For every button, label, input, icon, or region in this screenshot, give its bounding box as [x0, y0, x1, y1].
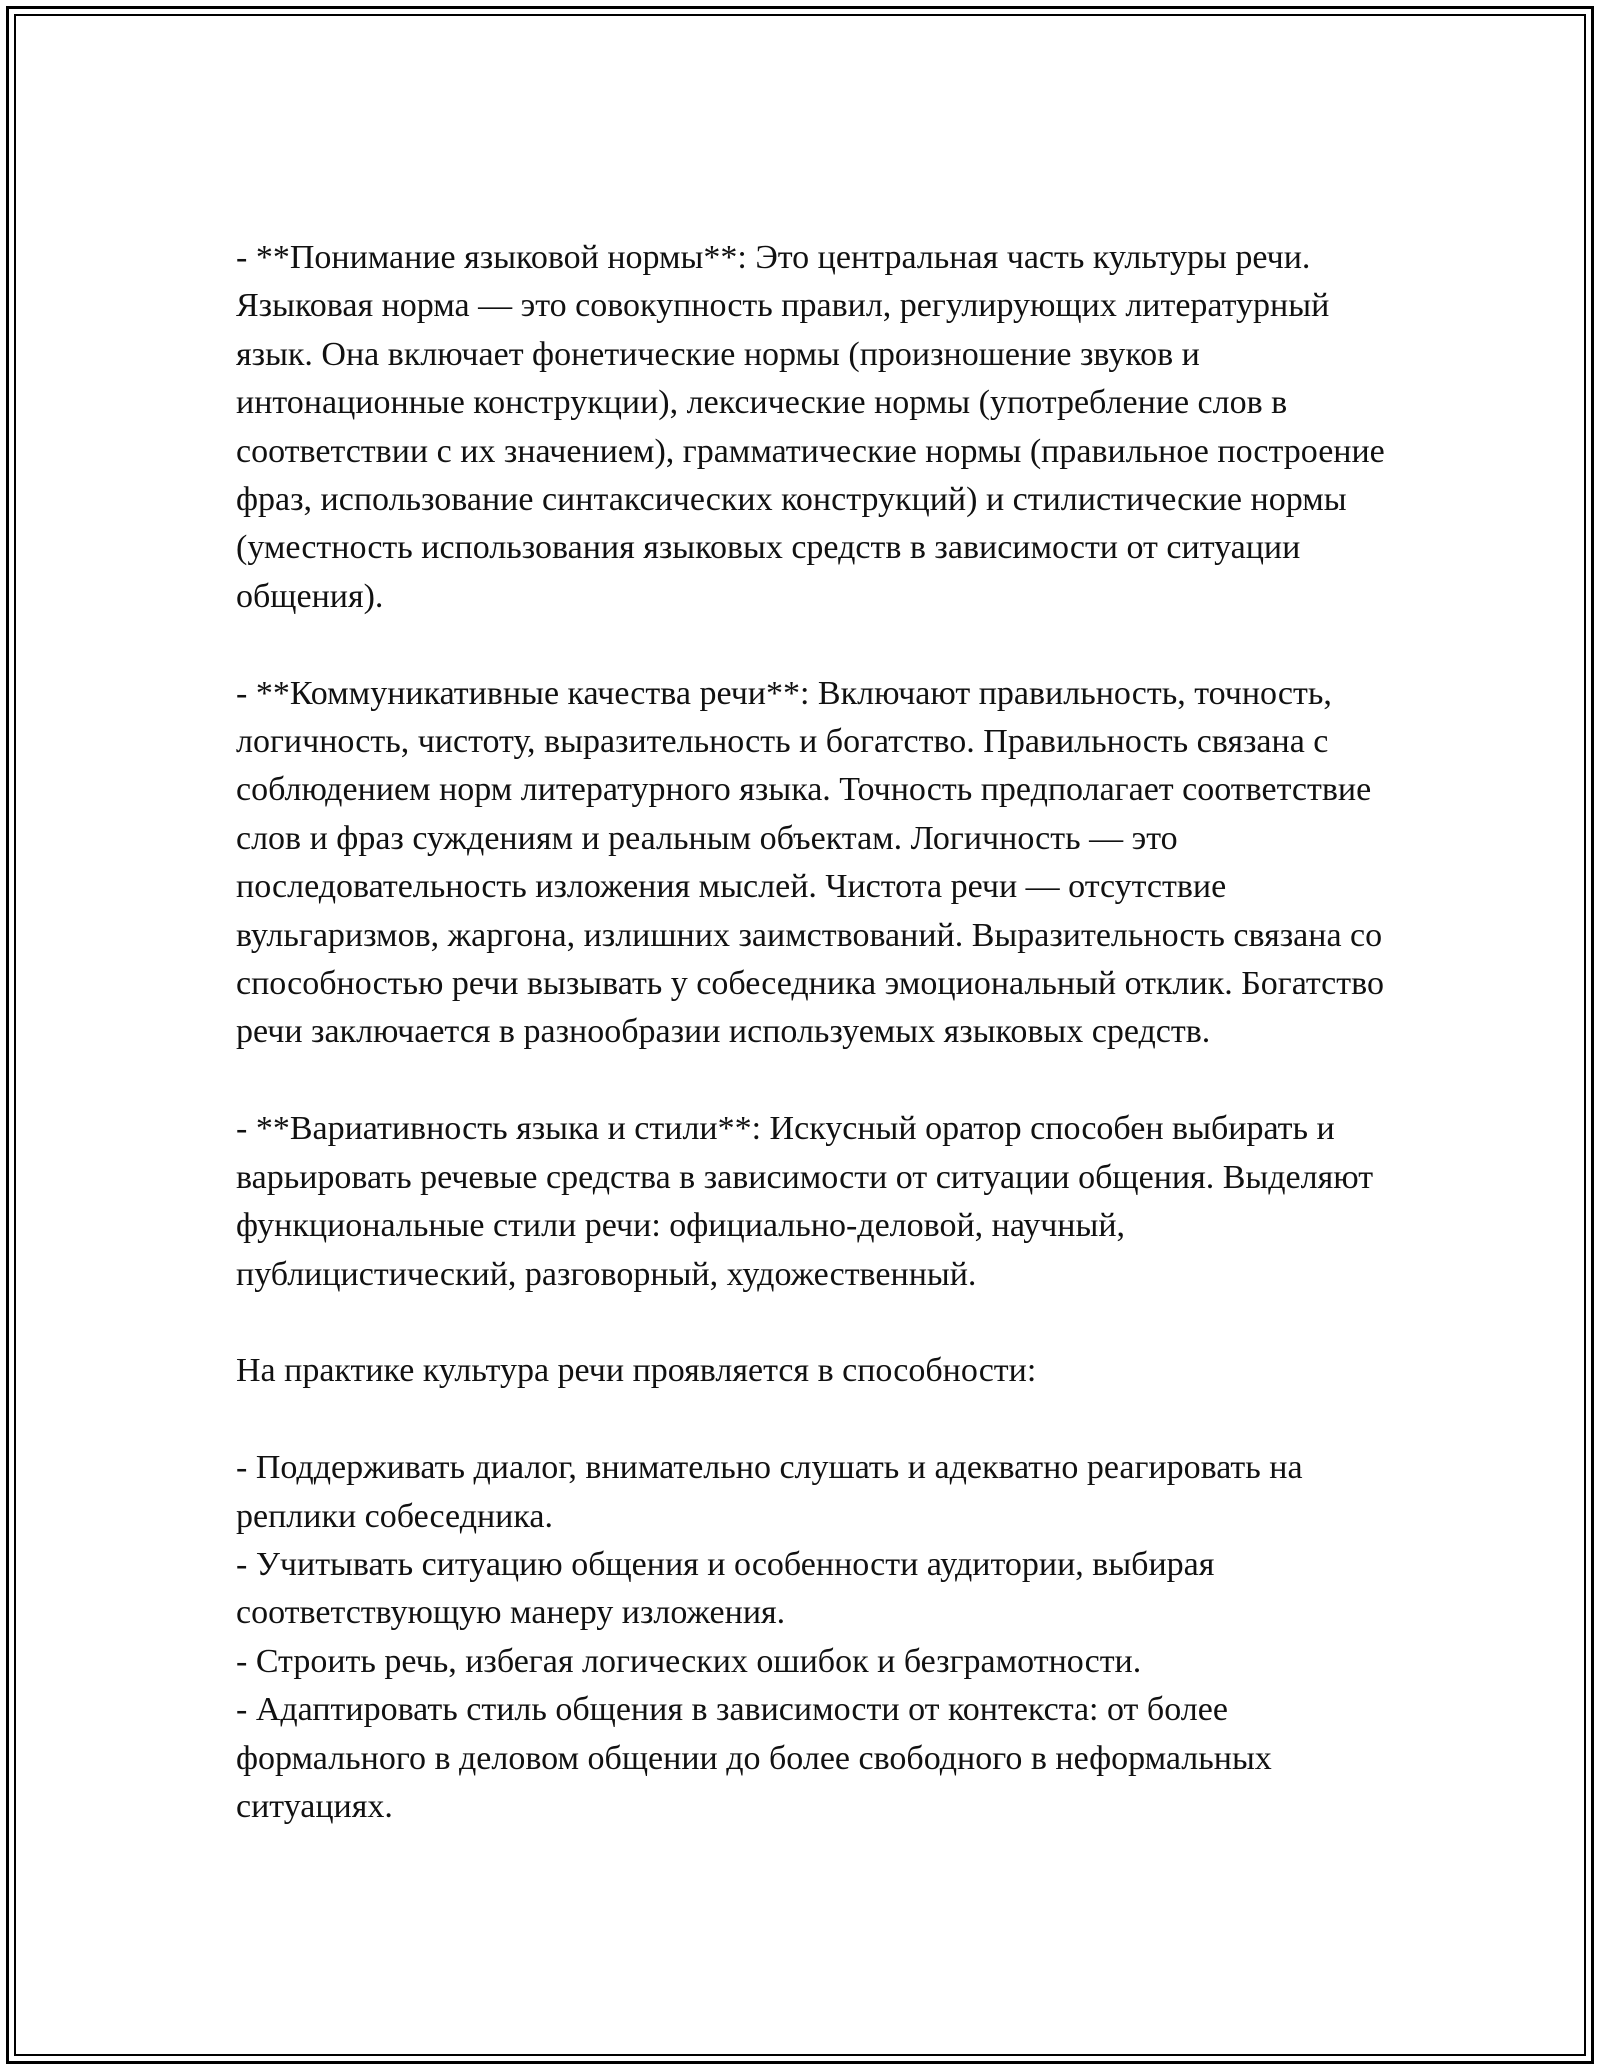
paragraph-gap — [236, 1057, 1406, 1105]
paragraph-gap — [236, 621, 1406, 669]
paragraph-practice-intro: На практике культура речи проявляется в способности: — [236, 1352, 1037, 1390]
paragraph-gap — [236, 1299, 1406, 1347]
list-item-ability: - Поддерживать диалог, внимательно слушать и адекватно реагировать на реплики собеседника. — [236, 1449, 1303, 1535]
list-item-ability: - Адаптировать стиль общения в зависимости от контекста: от более формального в деловом общении до более свободного в неформальных ситуациях. — [236, 1691, 1272, 1825]
paragraph-language-variability: - **Вариативность языка и стили**: Искусный оратор способен выбирать и варьировать речевые средства в зависимости от ситуации общения. Выделяют функциональные стили речи: официально-деловой, научный, публицистический, разговорный, художественный. — [236, 1110, 1374, 1293]
list-item-ability: - Строить речь, избегая логических ошибок и безграмотности. — [236, 1642, 1142, 1680]
list-item-ability: - Учитывать ситуацию общения и особенности аудитории, выбирая соответствующую манеру изложения. — [236, 1545, 1215, 1632]
paragraph-gap — [236, 1396, 1406, 1444]
paragraph-language-norm: - **Понимание языковой нормы**: Это центральная часть культуры речи. Языковая норма — это совокупность правил, регулирующих литературный язык. Она включает фонетические нормы (произношение звуков и интонационные конструкции), лексические нормы (употребление слов в соответствии с их значением), грамматические нормы (правильное построение фраз, использование синтаксических конструкций) и стилистические нормы (уместность использования языковых средств в зависимости от ситуации общения). — [236, 239, 1385, 615]
document-body — [236, 234, 1406, 1831]
paragraph-communicative-qualities: - **Коммуникативные качества речи**: Включают правильность, точность, логичность, чистоту, выразительность и богатство. Правильность связана с соблюдением норм литературного языка. Точность предполагает соответствие слов и фраз суждениям и реальным объектам. Логичность — это последовательность изложения мыслей. Чистота речи — отсутствие вульгаризмов, жаргона, излишних заимствований. Выразительность связана со способностью речи вызывать у собеседника эмоциональный отклик. Богатство речи заключается в разнообразии используемых языковых средств. — [236, 674, 1384, 1051]
